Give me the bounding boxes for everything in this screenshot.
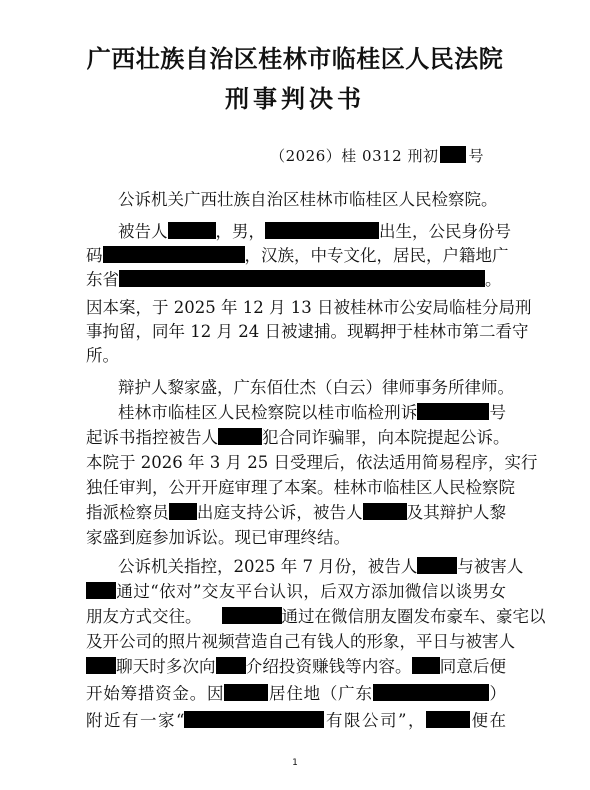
text-segment: 与被害人 (457, 557, 524, 576)
redaction-bar (426, 711, 470, 728)
text-segment: 出生，公民身份号 (379, 222, 511, 241)
text-segment: 东省 (86, 270, 119, 289)
text-segment: 起诉书指控被告人 (86, 428, 218, 447)
text-line: 所。 (86, 346, 119, 365)
text-segment: 码 (86, 246, 103, 265)
text-line: 家盛到庭参加诉讼。现已审理终结。 (86, 528, 350, 547)
text-segment: 被告人 (118, 222, 168, 241)
case-number-prefix: （2026）桂 0312 刑初 (270, 147, 439, 165)
text-segment: 犯合同诈骗罪，向本院提起公诉。 (262, 428, 510, 447)
text-segment: 出庭支持公诉，被告人 (196, 503, 363, 522)
text-segment: 指派检察员 (86, 503, 169, 522)
document-title: 刑事判决书 (225, 85, 365, 113)
text-segment: 通过在微信朋友圈发布豪车、豪宅以 (281, 607, 546, 626)
text-line (118, 402, 506, 424)
redaction-bar (417, 403, 489, 420)
redaction-bar (86, 582, 116, 599)
text-segment: ） (488, 684, 506, 703)
text-segment: 便在 (469, 711, 507, 730)
text-line (86, 606, 546, 628)
page-number: 1 (292, 758, 298, 768)
redaction-bar (417, 557, 457, 574)
redaction-bar (119, 270, 485, 287)
id-number-line (86, 245, 509, 267)
text-line: 本院于 2026 年 3 月 25 日受理后，依法适用简易程序，实行 (86, 453, 538, 472)
text-line: 及开公司的照片视频营造自己有钱人的形象，平日与被害人 (86, 632, 515, 651)
redaction-bar (265, 222, 379, 239)
text-segment: 同意后便 (439, 657, 507, 676)
redaction-bar (363, 503, 407, 520)
text-line: 事拘留，同年 12 月 24 日被逮捕。现羁押于桂林市第二看守 (86, 322, 529, 341)
text-line (86, 502, 506, 524)
text-line (86, 710, 506, 732)
redaction-bar (86, 657, 116, 674)
redaction-bar (412, 657, 440, 674)
case-number-suffix: 号 (468, 147, 484, 165)
text-segment: 。 (485, 270, 502, 289)
text-line: 独任审判，公开开庭审理了本案。桂林市临桂区人民检察院 (86, 478, 515, 497)
text-segment: 及其辩护人黎 (406, 503, 507, 522)
text-line (86, 581, 506, 603)
text-line: 因本案，于 2025 年 12 月 13 日被桂林市公安局临桂分局刑 (86, 298, 532, 317)
redaction-bar (222, 607, 282, 624)
text-line (118, 556, 524, 578)
redaction-bar (373, 684, 489, 701)
redaction-bar (168, 222, 216, 239)
text-segment: 通过“依对”交友平台认识，后双方添加微信以谈男女 (116, 582, 506, 601)
text-segment: 号 (489, 403, 507, 422)
redaction-bar (103, 246, 245, 263)
case-number (270, 146, 484, 166)
redaction-bar (169, 503, 197, 520)
text-segment: 聊天时多次向 (116, 657, 216, 676)
text-line (86, 683, 506, 705)
redaction-bar (216, 657, 246, 674)
text-segment: ，汉族，中专文化，居民，户籍地广 (244, 246, 509, 265)
redaction-bar (224, 684, 268, 701)
text-segment: 桂林市临桂区人民检察院以桂市临检刑诉 (118, 403, 418, 422)
defendant-line (118, 221, 511, 243)
text-segment: ，男， (215, 222, 265, 241)
text-segment: 朋友方式交往。 (86, 607, 202, 626)
text-segment: 开始筹措资金。因 (86, 684, 225, 703)
prosecutor-line: 公诉机关广西壮族自治区桂林市临桂区人民检察院。 (118, 190, 498, 209)
text-segment: 居住地（广东 (268, 684, 373, 703)
text-segment: 附近有一家“ (86, 711, 185, 730)
text-segment: 有限公司”， (324, 711, 426, 730)
text-segment: 介绍投资赚钱等内容。 (245, 657, 412, 676)
redaction-bar (218, 428, 262, 445)
text-segment: 公诉机关指控，2025 年 7 月份，被告人 (118, 557, 418, 576)
text-line (86, 656, 506, 678)
residence-line (86, 269, 506, 291)
redaction-bar (440, 146, 466, 163)
defense-counsel-line: 辩护人黎家盛，广东佰仕杰（白云）律师事务所律师。 (118, 378, 514, 397)
text-line (86, 427, 510, 449)
redaction-bar (184, 711, 324, 728)
court-name: 广西壮族自治区桂林市临桂区人民法院 (86, 45, 504, 73)
